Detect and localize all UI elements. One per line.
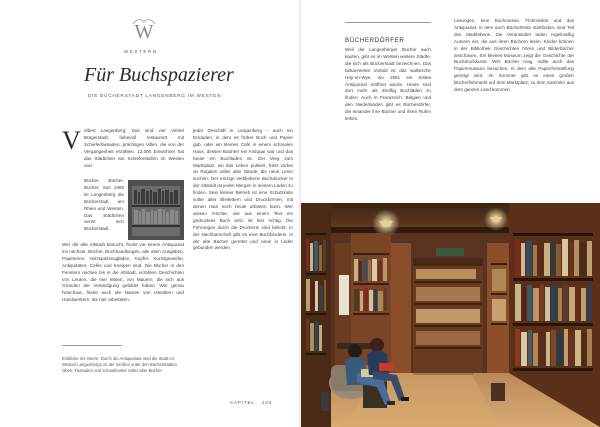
caption-rule bbox=[62, 345, 122, 346]
body-column-a-top: elbert Langenberg: Das sind vier Viertel Bürgerstadt, liebevoll restauriert mit Schieferfassaden, prächtigen Villen, die von der Vergangenheit erzählen. 13.000 Einwohner hat das Städtchen am Schieferstollen im Westen und bbox=[84, 128, 184, 168]
body-column-a-mid: Bücher, Bücher, Bücher. Seit 1995 ist Langenberg die Bücherstadt am Rhein und Westen. Das Städtchen nennt sich Bücherstadt. bbox=[84, 178, 124, 232]
article-title: Für Buchspazierer bbox=[84, 64, 234, 86]
page-number: 103 bbox=[262, 400, 273, 405]
bookshop-photo bbox=[301, 203, 600, 427]
inset-photo-bookshelf bbox=[128, 180, 184, 240]
footer-section: CAPITEL bbox=[230, 400, 255, 405]
body-column-b: jeder Geschäft in Langenberg – auch ein Eckladen, in dem es früher Buch und Papier gab, oder ein kleines Café in einem schmalen Haus, dessen Bauherr ein Antiquar war und das heute ein Buchladen ist. Der Weg zum Marktplatz, wo das Leben pulsiert, führt vorbei an Regalen voller alter Bände, die neue Leser suchen. Der einzige verbliebene Buchdrucker in der Altstadt ist jeden Morgen in seinem Laden zu finden. Sein kleiner Betrieb ist eine Schatzkiste voller alter Bleilettern und Druckformen, mit denen man noch heute arbeiten kann. Wer wissen möchte, wie aus einem Text ein gedrucktes Buch wird, ist hier richtig. Die Führungen durch die Druckerei sind beliebt. In der Nachbarschaft gibt es eine Buchbinderei, in der alte Bücher gerettet und neue in Leder gebunden werden. bbox=[193, 128, 293, 251]
w-monogram-logo bbox=[130, 16, 158, 44]
svg-text:W: W bbox=[134, 21, 154, 43]
photo-caption: Einblicke ins Innere: Durch die Antiquariate wird die Stadt im Westen Langenbergs zu der Großen unter den Bücherstädten. Oben: Fassaden und Schaufenster voller alter Bücher. bbox=[62, 356, 179, 374]
article-subtitle: DIE BÜCHERSTADT LANGENBERG IM WESTEN bbox=[88, 94, 222, 99]
body-column-d: Lesungen, eine Buchmesse, Flohmärkte und das Antiquariat, in dem auch Bücherfeste stattfinden, sind Teil des Stadtlebens. Die Veranstalter laden regelmäßig Autoren ein, die aus ihren Büchern lesen. Kinder können in der Bibliothek Geschichten hören und Bilderbücher anschauen. Ein kleines Museum zeigt die Geschichte der Buchdruckkunst. Wer Bücher mag, sollte auch das Papiermuseum besuchen, in dem alte Papierherstellung gezeigt wird. Im Sommer gibt es einen großen Bücherflohmarkt auf dem Marktplatz, zu dem Sammler aus dem ganzen Land kommen. bbox=[454, 18, 574, 93]
section-label: WESTERN bbox=[124, 49, 158, 54]
body-column-a-bottom: Wer die alte Altstadt besucht, findet vor einem Antiquariat ins nächste, Bücher, Buchhandlungen, alle alten Ausgaben, Papeterien, Holzspielzeugläden, Kupfer. Kunstgewerbe, Antiquitäten, Cafés und Kneipen sind. Die Bücher in den Fenstern reichen bis in die Altstadt, erzählen Geschichten von Leuten, die hier lebten, von Mauern, die sich aus Gründen der Verteidigung gebildet haben. Wer genau hinschaut, findet auch die Namen von Händlern und Handwerkern, die hier arbeiteten. bbox=[62, 242, 184, 303]
sidebar-text: Weil die Langenberger Bücher auch kaufen, gibt es im Westen weitere Städte, die sich als Bücherstadt bezeichnen. Das bekannteste Vorbild ist das walisische Hay-on-Wye, wo 1961 ein erstes Antiquariat eröffnet wurde. Heute sind dort mehr als dreißig Buchläden zu finden. Auch in Frankreich, Belgien und den Niederlanden gibt es Bücherdörfer, die einander ihre Bücher und ihren Ruhm leihen. bbox=[345, 47, 431, 122]
sidebar-rule bbox=[345, 22, 431, 23]
sidebar-heading: BÜCHERDÖRFER bbox=[345, 37, 405, 44]
drop-cap: V bbox=[62, 126, 81, 155]
